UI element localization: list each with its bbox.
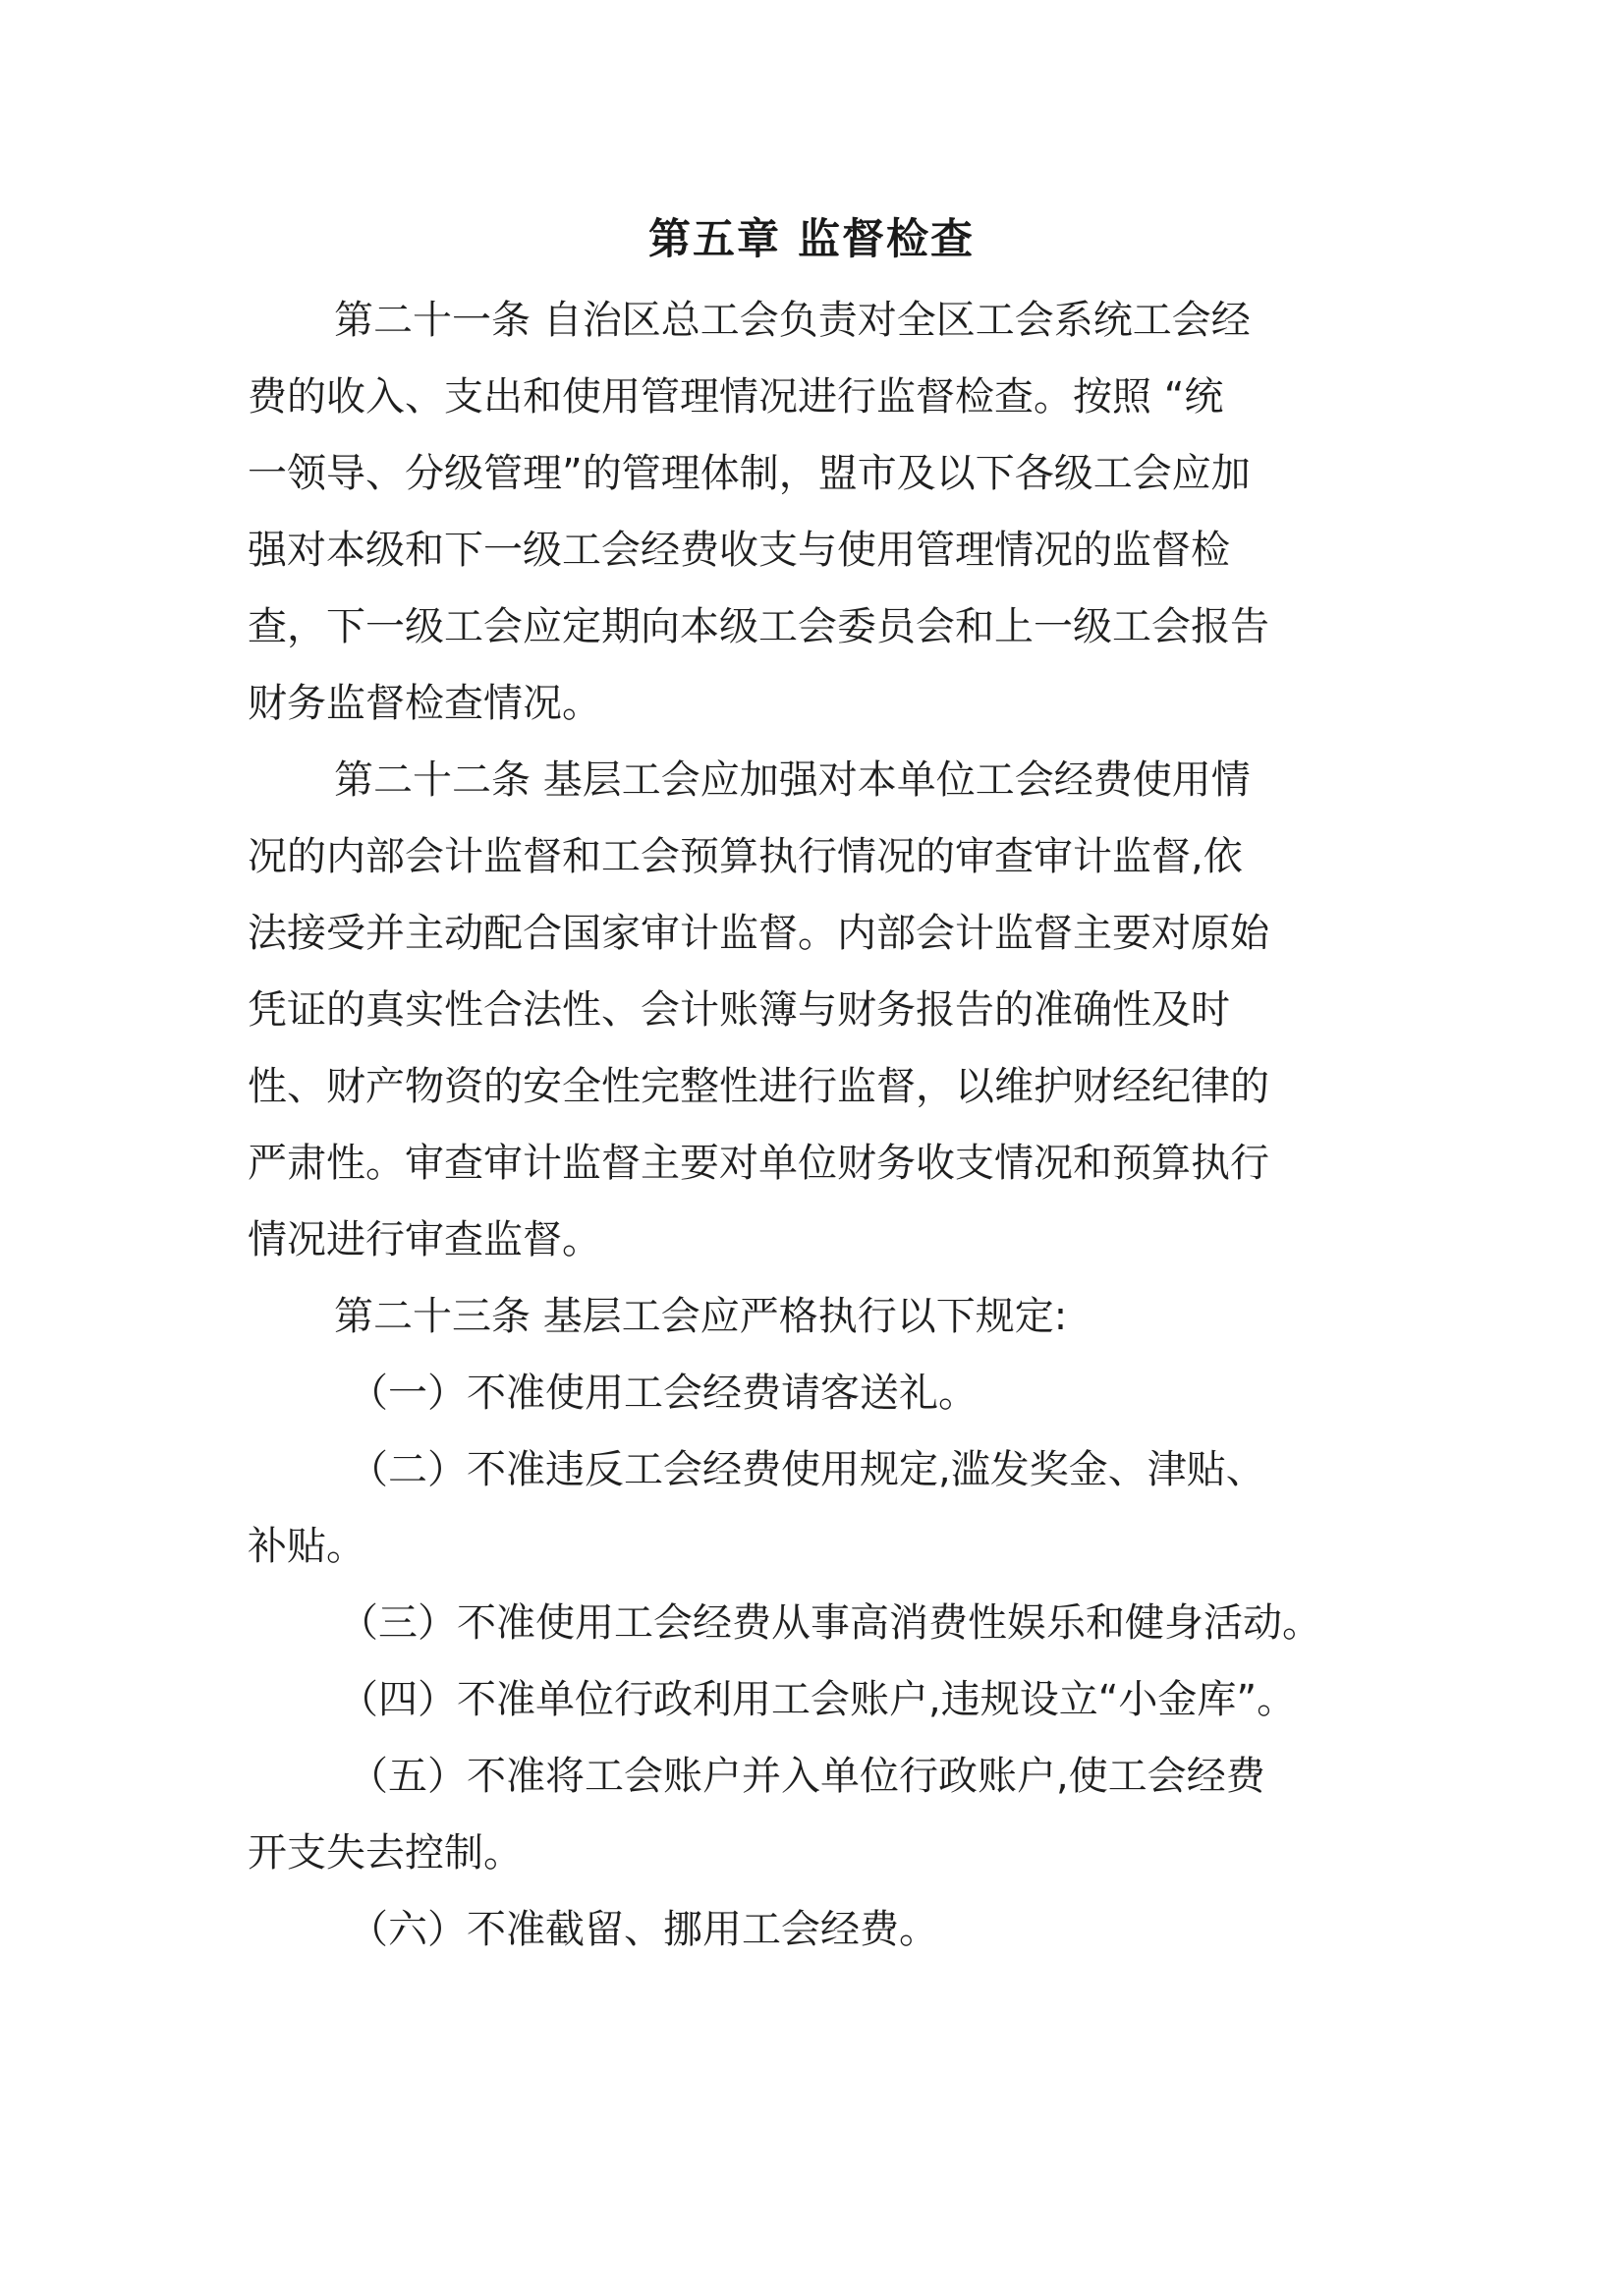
rule-item-1: （一）不准使用工会经费请客送礼。 <box>349 1371 978 1416</box>
article-22-line-2: 况的内部会计监督和工会预算执行情况的审查审计监督,依 <box>248 834 1243 879</box>
article-21-line-4: 强对本级和下一级工会经费收支与使用管理情况的监督检 <box>248 528 1230 573</box>
article-22-line-7: 情况进行审查监督。 <box>248 1217 601 1262</box>
article-22-line-1: 第二十二条 基层工会应加强对本单位工会经费使用情 <box>334 757 1251 803</box>
article-21-line-6: 财务监督检查情况。 <box>248 681 601 726</box>
chapter-title: 第五章 监督检查 <box>648 215 975 264</box>
article-21-line-5: 查，下一级工会应定期向本级工会委员会和上一级工会报告 <box>248 604 1269 649</box>
article-23-line-1: 第二十三条 基层工会应严格执行以下规定: <box>334 1294 1068 1339</box>
rule-item-3: （三）不准使用工会经费从事高消费性娱乐和健身活动。 <box>339 1600 1321 1646</box>
article-21-line-3: 一领导、分级管理”的管理体制，盟市及以下各级工会应加 <box>248 451 1251 496</box>
rule-item-4: （四）不准单位行政利用工会账户,违规设立“小金库”。 <box>339 1677 1297 1722</box>
rule-item-2-line-1: （二）不准违反工会经费使用规定,滥发奖金、津贴、 <box>349 1447 1265 1492</box>
rule-item-6: （六）不准截留、挪用工会经费。 <box>349 1907 938 1952</box>
article-21-line-2: 费的收入、支出和使用管理情况进行监督检查。按照 “统 <box>248 374 1224 420</box>
rule-item-5-line-2: 开支失去控制。 <box>248 1830 523 1876</box>
rule-item-2-line-2: 补贴。 <box>248 1524 365 1569</box>
article-21-line-1: 第二十一条 自治区总工会负责对全区工会系统工会经 <box>334 298 1251 343</box>
article-22-line-3: 法接受并主动配合国家审计监督。内部会计监督主要对原始 <box>248 911 1269 956</box>
article-22-line-4: 凭证的真实性合法性、会计账簿与财务报告的准确性及时 <box>248 987 1230 1033</box>
article-22-line-6: 严肃性。审查审计监督主要对单位财务收支情况和预算执行 <box>248 1141 1269 1186</box>
rule-item-5-line-1: （五）不准将工会账户并入单位行政账户,使工会经费 <box>349 1754 1265 1799</box>
article-22-line-5: 性、财产物资的安全性完整性进行监督，以维护财经纪律的 <box>248 1064 1269 1109</box>
